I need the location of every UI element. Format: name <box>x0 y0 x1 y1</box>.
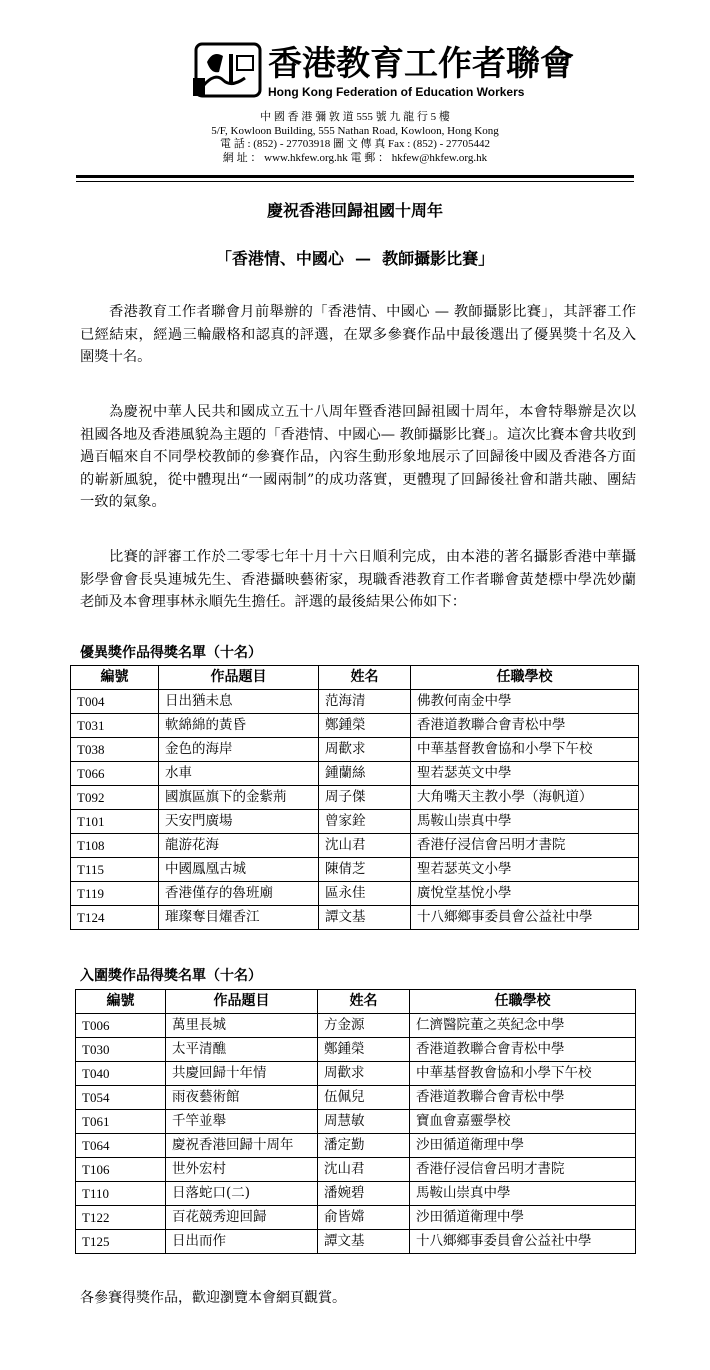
document-title: 慶祝香港回歸祖國十周年 <box>266 201 443 220</box>
cell-photo-title: 雨夜藝術館 <box>166 1086 318 1110</box>
cell-name: 鄭鍾榮 <box>319 714 411 738</box>
cell-name: 譚文基 <box>319 906 411 930</box>
cell-school: 聖若瑟英文小學 <box>411 858 639 882</box>
table-row <box>76 1014 636 1038</box>
finalist-awards-table <box>75 989 636 1254</box>
cell-school: 香港仔浸信會呂明才書院 <box>411 834 639 858</box>
table-row <box>71 690 639 714</box>
cell-photo-title: 國旗區旗下的金紫荊 <box>159 786 319 810</box>
cell-code: T119 <box>71 882 159 906</box>
cell-name: 周歡求 <box>318 1062 410 1086</box>
cell-name: 周歡求 <box>319 738 411 762</box>
cell-code: T004 <box>71 690 159 714</box>
cell-code: T061 <box>76 1110 166 1134</box>
cell-code: T030 <box>76 1038 166 1062</box>
cell-school: 香港道教聯合會青松中學 <box>410 1086 636 1110</box>
cell-school: 大角嘴天主教小學（海帆道） <box>411 786 639 810</box>
web-email-line: 網 址 ： www.hkfew.org.hk 電 郵 ： hkfew@hkfew.org.hk <box>222 152 488 164</box>
cell-photo-title: 世外宏村 <box>166 1158 318 1182</box>
paragraph-background: 為慶祝中華人民共和國成立五十八周年暨香港回歸祖國十周年，本會特舉辦是次以祖國各地及香港風貌為主題的「香港情、中國心— 教師攝影比賽」。這次比賽本會共收到過百幅來自不同學校教師的參賽作品，內容生動形象地展示了回歸後中國及香港各方面的嶄新風貌，從中體現出“一國兩制”的成功落實，更體現了回歸後社會和諧共融、團結一致的氣象。 <box>80 404 636 510</box>
cell-school: 香港道教聯合會青松中學 <box>410 1038 636 1062</box>
cell-code: T038 <box>71 738 159 762</box>
table-row <box>71 738 639 762</box>
table-row <box>71 762 639 786</box>
cell-code: T031 <box>71 714 159 738</box>
cell-name: 鍾蘭絲 <box>319 762 411 786</box>
cell-school: 沙田循道衛理中學 <box>410 1206 636 1230</box>
header-title: 作品題目 <box>166 990 318 1014</box>
cell-school: 馬鞍山崇真中學 <box>411 810 639 834</box>
table-row <box>76 1038 636 1062</box>
table-row <box>76 1230 636 1254</box>
cell-name: 沈山君 <box>318 1158 410 1182</box>
cell-code: T054 <box>76 1086 166 1110</box>
header-divider-thick <box>76 175 634 178</box>
org-name-english: Hong Kong Federation of Education Workers <box>268 85 525 99</box>
cell-name: 沈山君 <box>319 834 411 858</box>
cell-school: 香港仔浸信會呂明才書院 <box>410 1158 636 1182</box>
cell-photo-title: 金色的海岸 <box>159 738 319 762</box>
table-header-row <box>71 666 639 690</box>
cell-code: T110 <box>76 1182 166 1206</box>
cell-name: 譚文基 <box>318 1230 410 1254</box>
cell-code: T064 <box>76 1134 166 1158</box>
cell-school: 廣悅堂基悅小學 <box>411 882 639 906</box>
table-row <box>71 786 639 810</box>
cell-code: T006 <box>76 1014 166 1038</box>
table-row <box>71 714 639 738</box>
cell-school: 沙田循道衛理中學 <box>410 1134 636 1158</box>
document-subtitle: 「香港情、中國心 — 教師攝影比賽」 <box>215 249 495 268</box>
cell-name: 潘婉碧 <box>318 1182 410 1206</box>
cell-school: 十八鄉鄉事委員會公益社中學 <box>410 1230 636 1254</box>
cell-photo-title: 日落蛇口(二) <box>166 1182 318 1206</box>
cell-name: 陳倩芝 <box>319 858 411 882</box>
cell-code: T101 <box>71 810 159 834</box>
cell-photo-title: 日出猶未息 <box>159 690 319 714</box>
cell-photo-title: 萬里長城 <box>166 1014 318 1038</box>
cell-photo-title: 龍游花海 <box>159 834 319 858</box>
table-row <box>71 858 639 882</box>
table-row <box>71 834 639 858</box>
merit-awards-table <box>70 665 639 930</box>
cell-school: 香港道教聯合會青松中學 <box>411 714 639 738</box>
cell-name: 俞皆嫦 <box>318 1206 410 1230</box>
org-name-chinese: 香港教育工作者聯會 <box>268 44 574 84</box>
cell-code: T092 <box>71 786 159 810</box>
table-header-row <box>76 990 636 1014</box>
cell-school: 仁濟醫院董之英紀念中學 <box>410 1014 636 1038</box>
header-name: 姓名 <box>318 990 410 1014</box>
paragraph-judging: 比賽的評審工作於二零零七年十月十六日順利完成，由本港的著名攝影香港中華攝影學會會長吳連城先生、香港攝映藝術家，現職香港教育工作者聯會黃楚標中學冼妙蘭老師及本會理事林永順先生擔任。評選的最後結果公佈如下： <box>80 549 636 610</box>
table-row <box>71 882 639 906</box>
phone-fax-line: 電 話 : (852) - 27703918 圖 文 傳 真 Fax : (852) - 27705442 <box>219 138 491 150</box>
table-row <box>76 1062 636 1086</box>
address-chinese: 中 國 香 港 彌 敦 道 555 號 九 龍 行 5 樓 <box>260 111 450 123</box>
cell-photo-title: 天安門廣場 <box>159 810 319 834</box>
cell-school: 馬鞍山崇真中學 <box>410 1182 636 1206</box>
cell-code: T124 <box>71 906 159 930</box>
cell-name: 方金源 <box>318 1014 410 1038</box>
cell-code: T066 <box>71 762 159 786</box>
cell-code: T040 <box>76 1062 166 1086</box>
header-title: 作品題目 <box>159 666 319 690</box>
cell-photo-title: 日出而作 <box>166 1230 318 1254</box>
table-row <box>71 810 639 834</box>
cell-name: 區永佳 <box>319 882 411 906</box>
cell-code: T108 <box>71 834 159 858</box>
cell-photo-title: 共慶回歸十年情 <box>166 1062 318 1086</box>
table-row <box>76 1206 636 1230</box>
cell-school: 佛教何南金中學 <box>411 690 639 714</box>
address-english: 5/F, Kowloon Building, 555 Nathan Road, Kowloon, Hong Kong <box>211 125 499 137</box>
cell-photo-title: 璀璨奪目燿香江 <box>159 906 319 930</box>
cell-code: T122 <box>76 1206 166 1230</box>
table-row <box>71 906 639 930</box>
table-row <box>76 1134 636 1158</box>
cell-school: 中華基督教會協和小學下午校 <box>411 738 639 762</box>
cell-name: 潘定勤 <box>318 1134 410 1158</box>
cell-code: T106 <box>76 1158 166 1182</box>
hkfew-logo-icon <box>193 42 263 100</box>
cell-photo-title: 中國鳳凰古城 <box>159 858 319 882</box>
paragraph-intro: 香港教育工作者聯會月前舉辦的「香港情、中國心 — 教師攝影比賽」，其評審工作已經結束，經過三輪嚴格和認真的評選，在眾多參賽作品中最後選出了優異獎十名及入圍獎十名。 <box>80 304 636 365</box>
footer-note: 各參賽得獎作品，歡迎瀏覽本會網頁觀賞。 <box>80 1290 346 1306</box>
header-school: 任職學校 <box>410 990 636 1014</box>
header-code: 編號 <box>71 666 159 690</box>
cell-name: 伍佩兒 <box>318 1086 410 1110</box>
cell-school: 十八鄉鄉事委員會公益社中學 <box>411 906 639 930</box>
table-row <box>76 1158 636 1182</box>
cell-photo-title: 太平清醮 <box>166 1038 318 1062</box>
cell-school: 中華基督教會協和小學下午校 <box>410 1062 636 1086</box>
table-row <box>76 1086 636 1110</box>
header-name: 姓名 <box>319 666 411 690</box>
cell-code: T115 <box>71 858 159 882</box>
cell-name: 周慧敏 <box>318 1110 410 1134</box>
cell-photo-title: 水車 <box>159 762 319 786</box>
cell-photo-title: 軟綿綿的黃昏 <box>159 714 319 738</box>
header-code: 編號 <box>76 990 166 1014</box>
cell-school: 寶血會嘉靈學校 <box>410 1110 636 1134</box>
finalist-table-caption: 入圍獎作品得獎名單（十名） <box>80 968 262 984</box>
table-row <box>76 1182 636 1206</box>
cell-photo-title: 慶祝香港回歸十周年 <box>166 1134 318 1158</box>
cell-photo-title: 千竿並舉 <box>166 1110 318 1134</box>
merit-table-caption: 優異獎作品得獎名單（十名） <box>80 645 262 661</box>
table-row <box>76 1110 636 1134</box>
cell-code: T125 <box>76 1230 166 1254</box>
cell-name: 周子傑 <box>319 786 411 810</box>
cell-photo-title: 百花競秀迎回歸 <box>166 1206 318 1230</box>
header-school: 任職學校 <box>411 666 639 690</box>
cell-name: 鄭鍾榮 <box>318 1038 410 1062</box>
cell-name: 曾家銓 <box>319 810 411 834</box>
cell-photo-title: 香港僅存的魯班廟 <box>159 882 319 906</box>
cell-name: 范海清 <box>319 690 411 714</box>
cell-school: 聖若瑟英文中學 <box>411 762 639 786</box>
header-divider-thin <box>76 181 634 182</box>
